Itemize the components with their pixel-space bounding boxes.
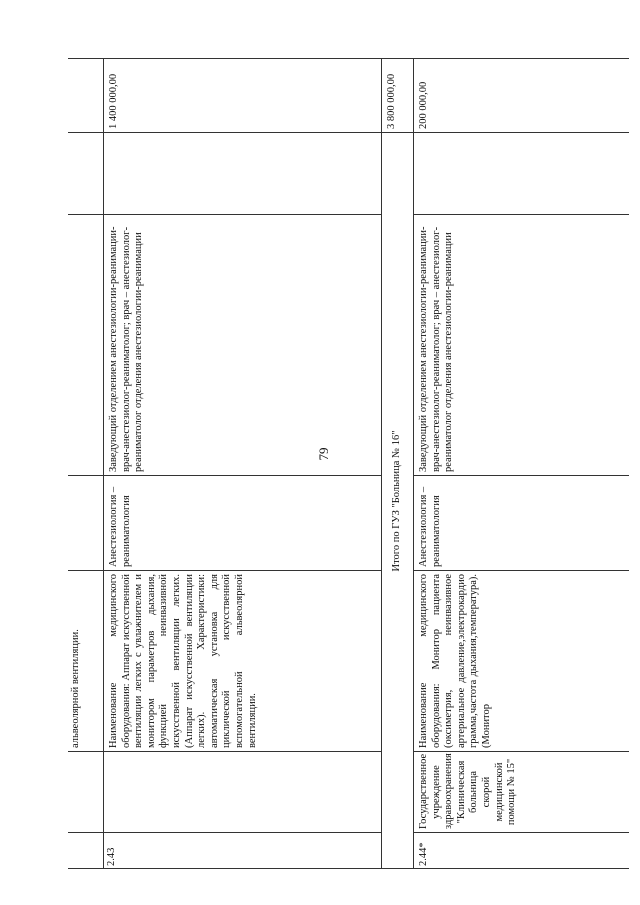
position-cell (68, 215, 103, 476)
row-number (68, 833, 103, 869)
specialty-cell (68, 476, 103, 571)
total-row (381, 58, 413, 869)
extra-cell (414, 133, 629, 215)
description-cell: Наименование медицинского оборудования: Аппарат искусственной вентиляции легких с увлажнителем и монитором параметров дыхания, функцией неинвазивной искусственной вентиляции легких. (Аппарат искусственной вентиляции легких). Характеристики: автоматическая установка для циклической искусственной вспомогательной альвеолярной вентиляции. (104, 571, 381, 752)
row-number: 2.44* (418, 842, 429, 866)
description-cell: Наименование медицинского оборудования: Монитор пациента (оксиметрия, неинвазивное артериальное давление,электрокардио грамма,частота дыхания,температура). (Монитор (414, 571, 629, 752)
specialty-cell: Анестезиология – реаниматология (414, 476, 629, 571)
institution-cell: Государственное учреждение здравоохранения "Клиническая больница скорой медицинской помощи № 15" (414, 752, 629, 833)
position-cell: Заведующий отделением анестезиологии-реанимации-врач-анестезиолог-реаниматолог; врач – анестезиолог-реаниматолог отделения анестезиологии-реанимации (104, 215, 381, 476)
description-cell: альвеолярной вентиляции. (68, 571, 103, 752)
amount-cell: 200 000,00 (414, 58, 629, 133)
institution-cell (68, 752, 103, 833)
row-number: 2.43 (106, 847, 117, 866)
specialty-cell: Анестезиология – реаниматология (104, 476, 381, 571)
table-row (103, 58, 381, 869)
page-number: 79 (316, 447, 331, 461)
table-row (413, 58, 629, 869)
rotated-table (68, 58, 629, 869)
amount-cell (68, 58, 103, 133)
extra-cell (104, 133, 381, 215)
institution-cell (104, 752, 381, 833)
total-label: Итого по ГУЗ "Больница № 16" (391, 430, 402, 572)
table-row (68, 58, 103, 869)
total-amount: 3 800 000,00 (382, 58, 413, 133)
amount-cell: 1 400 000,00 (104, 58, 381, 133)
extra-cell (68, 133, 103, 215)
position-cell: Заведующий отделением анестезиологии-реанимации-врач-анестезиолог-реаниматолог; врач – анестезиолог-реаниматолог отделения анестезиологии-реанимации (414, 215, 629, 476)
